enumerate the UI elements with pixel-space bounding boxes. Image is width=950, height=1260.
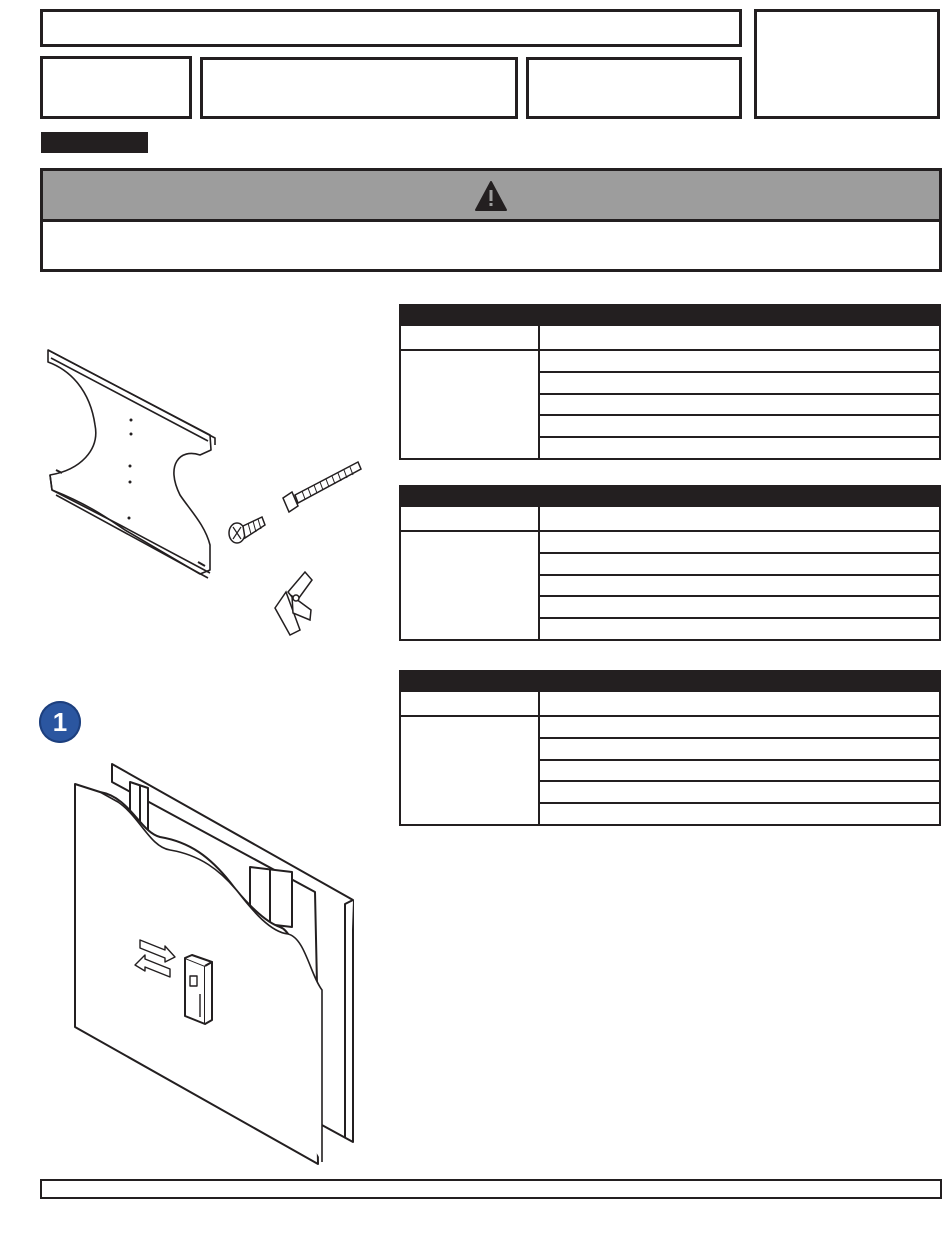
title-box <box>40 9 742 47</box>
table-row <box>401 692 939 717</box>
table-row <box>401 507 939 532</box>
table-header <box>401 304 939 326</box>
parts-table-1 <box>399 304 941 460</box>
table-header <box>401 485 939 507</box>
plate-hole <box>130 419 133 422</box>
warning-header <box>40 168 942 221</box>
table-body <box>401 532 939 639</box>
mounting-plate <box>48 350 211 574</box>
parts-table-3 <box>399 670 941 826</box>
right-info-box <box>526 57 742 119</box>
model-box <box>40 56 192 119</box>
wall-anchor <box>185 955 212 1024</box>
plate-hole <box>130 433 133 436</box>
warning-triangle-icon <box>474 180 508 212</box>
step-number-badge: 1 <box>39 701 81 743</box>
left-info-box <box>200 57 518 119</box>
logo-box <box>754 9 940 119</box>
table-header <box>401 670 939 692</box>
warning-body <box>40 219 942 272</box>
section-tag <box>41 132 148 153</box>
plate-hole <box>129 465 132 468</box>
parts-table-2 <box>399 485 941 641</box>
short-screw <box>229 517 265 543</box>
plate-hole <box>129 481 132 484</box>
footer-bar <box>40 1179 942 1199</box>
table-body <box>401 717 939 824</box>
parts-illustration <box>30 330 375 640</box>
table-body <box>401 351 939 458</box>
long-bolt <box>283 462 361 512</box>
toggle-anchor <box>275 572 312 635</box>
wall-illustration <box>70 762 360 1172</box>
table-row <box>401 326 939 351</box>
plate-hole <box>128 517 131 520</box>
